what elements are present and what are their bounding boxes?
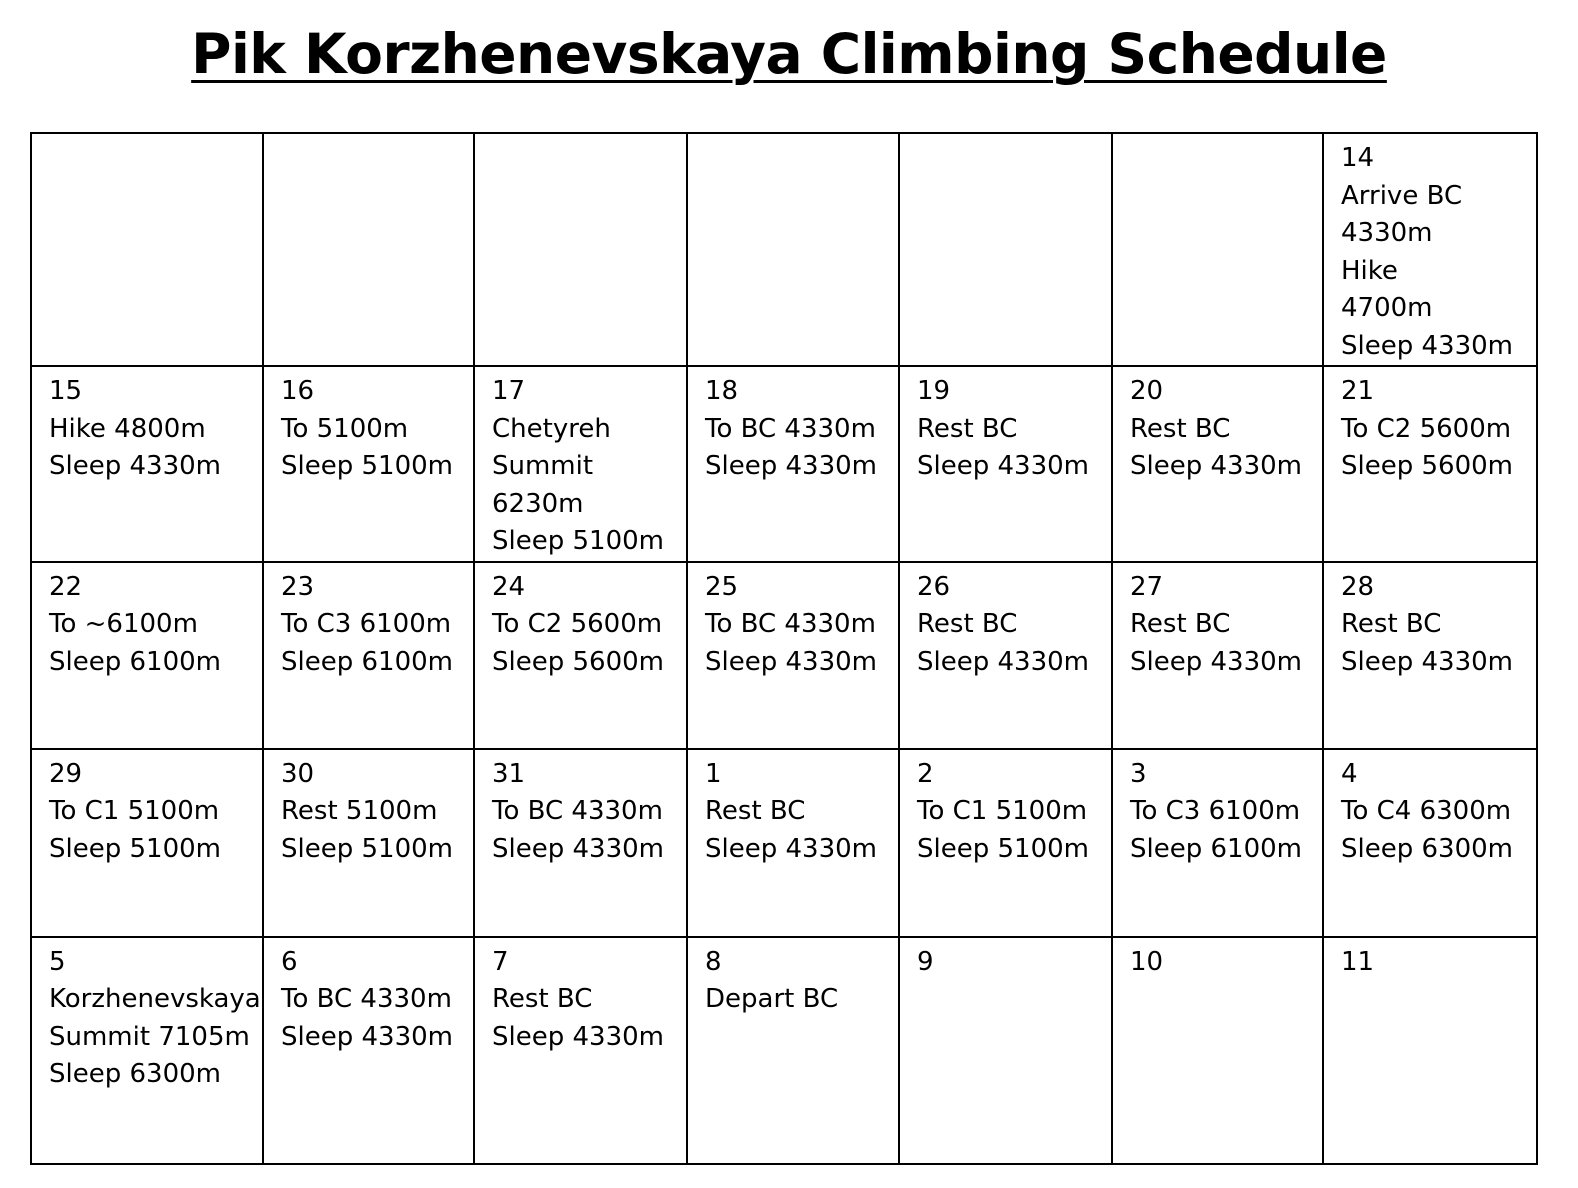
day-activity: To C2 5600m	[1341, 413, 1512, 444]
day-cell	[1112, 366, 1323, 562]
page-title-text: Pik Korzhenevskaya Climbing Schedule	[191, 22, 1387, 86]
day-cell	[1112, 749, 1323, 937]
day-cell	[263, 749, 474, 937]
day-activity: Sleep 4330m	[917, 451, 1089, 481]
day-cell	[474, 366, 687, 562]
day-number: 16	[281, 376, 315, 406]
week-row	[31, 133, 1537, 366]
day-number: 5	[49, 946, 66, 977]
day-number: 23	[281, 571, 315, 602]
day-activity: To BC 4330m	[705, 609, 876, 639]
empty-day-cell	[263, 133, 474, 366]
day-number: 29	[49, 758, 83, 789]
day-activity: Rest BC	[1130, 413, 1231, 444]
day-cell	[263, 562, 474, 749]
day-number: 25	[705, 571, 739, 602]
day-number: 8	[705, 946, 722, 977]
day-cell	[687, 749, 899, 937]
day-activity: To C3 6100m	[281, 609, 452, 639]
day-activity: Rest BC	[492, 984, 593, 1014]
day-cell	[899, 749, 1112, 937]
day-activity: Sleep 5600m	[1341, 451, 1513, 481]
day-cell	[687, 366, 899, 562]
day-activity: Rest BC	[917, 413, 1018, 444]
day-activity: To 5100m	[281, 413, 409, 444]
day-activity: To BC 4330m	[492, 796, 663, 826]
day-number: 30	[281, 758, 315, 789]
day-number: 19	[917, 376, 951, 406]
day-cell	[1323, 366, 1537, 562]
page-title	[0, 14, 1578, 94]
week-row	[31, 366, 1537, 562]
day-cell	[1323, 562, 1537, 749]
day-number: 15	[49, 376, 83, 406]
day-number: 24	[492, 571, 526, 602]
empty-day-cell	[31, 133, 263, 366]
day-activity: Sleep 5100m	[281, 451, 453, 481]
day-cell	[899, 937, 1112, 1164]
schedule-body	[31, 133, 1537, 1164]
day-activity: Sleep 4330m	[705, 646, 877, 677]
day-number: 28	[1341, 571, 1375, 602]
day-activity: Rest BC	[917, 609, 1018, 639]
day-activity: Sleep 5100m	[49, 833, 221, 864]
day-number: 7	[492, 946, 509, 977]
empty-day-cell	[687, 133, 899, 366]
day-activity: 4700m	[1341, 293, 1433, 323]
day-activity: Sleep 4330m	[1341, 330, 1513, 361]
day-activity: Sleep 5100m	[917, 833, 1089, 864]
day-activity: Sleep 5100m	[492, 526, 664, 556]
day-activity: Summit	[492, 451, 594, 481]
day-activity: Chetyreh	[492, 413, 611, 444]
day-activity: Korzhenevskaya	[49, 984, 261, 1014]
day-number: 11	[1341, 946, 1375, 977]
day-cell	[31, 749, 263, 937]
day-number: 10	[1130, 946, 1164, 977]
day-cell	[263, 366, 474, 562]
day-cell	[31, 937, 263, 1164]
day-activity: Sleep 6100m	[1130, 833, 1302, 864]
day-activity: 6230m	[492, 488, 584, 519]
day-cell	[31, 366, 263, 562]
day-activity: Hike 4800m	[49, 413, 206, 444]
day-cell	[1323, 749, 1537, 937]
day-number: 22	[49, 571, 83, 602]
day-number: 26	[917, 571, 951, 602]
day-cell	[1323, 937, 1537, 1164]
day-activity: Sleep 4330m	[281, 1021, 453, 1052]
day-cell	[474, 937, 687, 1164]
day-number: 21	[1341, 376, 1375, 406]
day-cell	[899, 366, 1112, 562]
day-number: 27	[1130, 571, 1164, 602]
schedule-calendar-table	[30, 132, 1538, 1165]
day-activity: Sleep 6100m	[49, 646, 221, 677]
day-activity: To BC 4330m	[281, 984, 452, 1014]
day-activity: Rest BC	[1130, 609, 1231, 639]
day-activity: Sleep 4330m	[49, 451, 221, 481]
day-number: 20	[1130, 376, 1164, 406]
day-activity: 4330m	[1341, 218, 1433, 248]
day-activity: Rest 5100m	[281, 796, 438, 826]
day-cell	[474, 562, 687, 749]
day-activity: Depart BC	[705, 984, 839, 1014]
day-number: 2	[917, 758, 934, 789]
day-activity: Sleep 4330m	[917, 646, 1089, 677]
day-activity: Sleep 4330m	[1341, 646, 1513, 677]
empty-day-cell	[1112, 133, 1323, 366]
day-number: 3	[1130, 758, 1147, 789]
day-cell	[899, 562, 1112, 749]
day-activity: Hike	[1341, 255, 1398, 286]
day-cell	[1112, 562, 1323, 749]
day-activity: Sleep 5100m	[281, 833, 453, 864]
day-activity: Sleep 5600m	[492, 646, 664, 677]
day-number: 9	[917, 946, 934, 977]
week-row	[31, 562, 1537, 749]
day-activity: Arrive BC	[1341, 180, 1463, 211]
day-activity: Sleep 6300m	[49, 1059, 221, 1089]
empty-day-cell	[474, 133, 687, 366]
day-number: 18	[705, 376, 739, 406]
day-activity: Rest BC	[705, 796, 806, 826]
day-number: 4	[1341, 758, 1358, 789]
day-activity: To C3 6100m	[1130, 796, 1301, 826]
day-activity: Sleep 4330m	[492, 1021, 664, 1052]
day-cell	[31, 562, 263, 749]
day-cell	[1112, 937, 1323, 1164]
day-number: 1	[705, 758, 722, 789]
day-activity: Sleep 4330m	[492, 833, 664, 864]
day-cell	[687, 562, 899, 749]
day-activity: Sleep 4330m	[705, 451, 877, 481]
day-cell	[263, 937, 474, 1164]
day-activity: To C4 6300m	[1341, 796, 1512, 826]
day-activity: Sleep 4330m	[1130, 451, 1302, 481]
week-row	[31, 937, 1537, 1164]
day-cell	[474, 749, 687, 937]
day-number: 31	[492, 758, 526, 789]
day-activity: Sleep 6100m	[281, 646, 453, 677]
day-activity: To ~6100m	[49, 609, 198, 639]
day-activity: Summit 7105m	[49, 1021, 250, 1052]
day-activity: To C1 5100m	[49, 796, 220, 826]
day-activity: Sleep 6300m	[1341, 833, 1513, 864]
day-cell	[687, 937, 899, 1164]
day-activity: To C2 5600m	[492, 609, 663, 639]
empty-day-cell	[899, 133, 1112, 366]
day-activity: To BC 4330m	[705, 413, 876, 444]
day-activity: Sleep 4330m	[1130, 646, 1302, 677]
day-activity: Sleep 4330m	[705, 833, 877, 864]
week-row	[31, 749, 1537, 937]
day-number: 6	[281, 946, 298, 977]
day-number: 14	[1341, 143, 1375, 173]
day-activity: Rest BC	[1341, 609, 1442, 639]
day-activity: To C1 5100m	[917, 796, 1088, 826]
day-number: 17	[492, 376, 526, 406]
day-cell	[1323, 133, 1537, 366]
